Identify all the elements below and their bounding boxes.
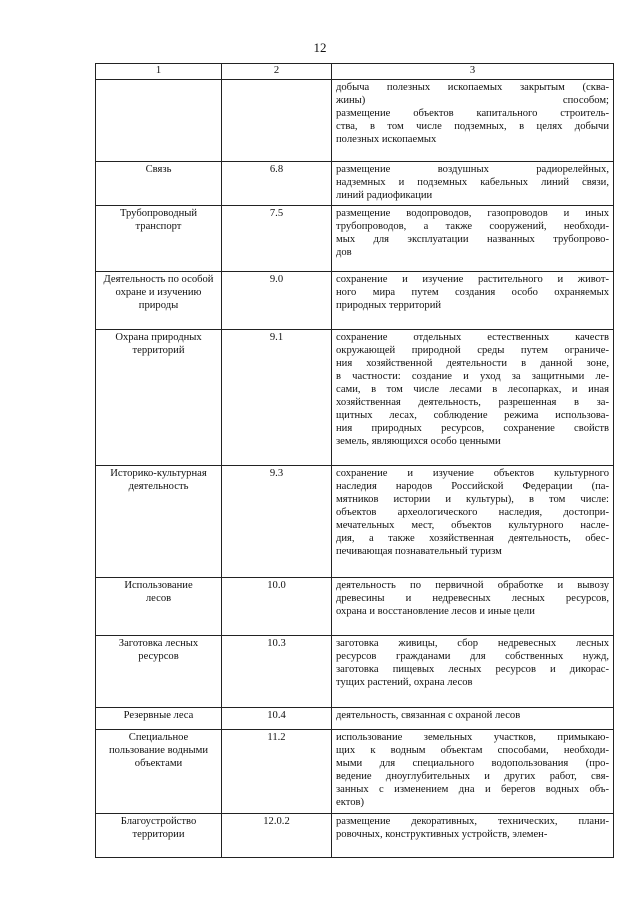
description-line: размещение воздушных радиорелейных, (336, 164, 609, 175)
description-line: мятников истории и культуры), в том числе: (336, 494, 609, 505)
description-line: окружающей природной среды путем ограниче- (336, 345, 609, 356)
land-use-description (332, 578, 614, 636)
table-row (96, 708, 614, 730)
description-line: ведение дноуглубительных и других работ, свя- (336, 771, 609, 782)
description-line: сохранение отдельных естественных качеств (336, 332, 609, 343)
description-line: щих к водным объектам способами, необходи- (336, 745, 609, 756)
description-line: природных территорий (336, 300, 442, 311)
land-use-name-text: Историко-культурная деятельность (110, 468, 207, 492)
description-line: добыча полезных ископаемых закрытым (сква- (336, 82, 609, 93)
table-row (96, 636, 614, 708)
land-use-table (95, 63, 614, 858)
description-line: щитных лесах, соблюдение режима использова- (336, 410, 609, 421)
land-use-name-text: Благоустройство территории (120, 816, 197, 840)
table-row (96, 814, 614, 858)
land-use-name-text: Трубопроводный транспорт (119, 208, 198, 232)
land-use-code: 12.0.2 (222, 814, 332, 858)
land-use-description (332, 730, 614, 814)
description-line: ресурсов гражданами для собственных нужд, (336, 651, 609, 662)
description-line: деятельность по первичной обработке и вывозу (336, 580, 609, 591)
table-row (96, 162, 614, 206)
description-line: жины) способом; (336, 95, 609, 106)
description-line: ровочных, конструктивных устройств, элемен- (336, 829, 548, 840)
table-row (96, 330, 614, 466)
land-use-name-text: Резервные леса (123, 710, 194, 721)
description-line: земель, являющихся особо ценными (336, 436, 501, 447)
description-line: ния хозяйственной деятельности в данной зоне, (336, 358, 609, 369)
land-use-name (96, 206, 222, 272)
description-line: полезных ископаемых (336, 134, 437, 145)
land-use-code: 11.2 (222, 730, 332, 814)
land-use-description (332, 466, 614, 578)
land-use-code (222, 80, 332, 162)
land-use-description (332, 206, 614, 272)
description-line: ного мира путем создания особо охраняемых (336, 287, 609, 298)
land-use-name (96, 578, 222, 636)
land-use-description (332, 814, 614, 858)
land-use-description (332, 272, 614, 330)
land-use-name (96, 730, 222, 814)
description-line: размещение объектов капитального строитель- (336, 108, 609, 119)
description-line: заготовка пищевых лесных ресурсов и дикорас- (336, 664, 609, 675)
land-use-name (96, 636, 222, 708)
table-row (96, 206, 614, 272)
land-use-name-text: Деятельность по особой охране и изучению природы (103, 274, 214, 311)
land-use-code: 9.1 (222, 330, 332, 466)
land-use-name (96, 708, 222, 730)
land-use-name-text: Охрана природных территорий (115, 332, 202, 356)
table-row (96, 272, 614, 330)
table-body (96, 80, 614, 858)
land-use-name-text: Связь (145, 164, 172, 175)
land-use-name (96, 330, 222, 466)
land-use-code: 9.0 (222, 272, 332, 330)
description-line: использование земельных участков, примыкаю- (336, 732, 609, 743)
description-line: размещение водопроводов, газопроводов и иных (336, 208, 609, 219)
description-line: сохранение и изучение объектов культурного (336, 468, 609, 479)
description-line: тущих растений, охрана лесов (336, 677, 473, 688)
land-use-code: 6.8 (222, 162, 332, 206)
land-use-name (96, 272, 222, 330)
land-use-name (96, 80, 222, 162)
description-line: дов (336, 247, 352, 258)
page-number: 12 (313, 40, 327, 55)
description-line: сами, в том числе лесами в лесопарках, и иная (336, 384, 609, 395)
table-row (96, 466, 614, 578)
land-use-name (96, 162, 222, 206)
land-use-name-text: Использование лесов (124, 580, 193, 604)
table-row (96, 730, 614, 814)
description-line: надземных и подземных кабельных линий связи, (336, 177, 609, 188)
table-row (96, 578, 614, 636)
description-line: сохранение и изучение растительного и живот- (336, 274, 609, 285)
description-line: мыми для специального водопользования (про- (336, 758, 609, 769)
land-use-description (332, 80, 614, 162)
land-use-name-text: Заготовка лесных ресурсов (118, 638, 199, 662)
land-use-code: 7.5 (222, 206, 332, 272)
header-col-3: 3 (332, 64, 614, 80)
description-line: мых для эксплуатации названных трубопрово- (336, 234, 609, 245)
description-line: печивающая познавательный туризм (336, 546, 502, 557)
land-use-code: 9.3 (222, 466, 332, 578)
description-line: ния природных ресурсов, сохранение свойств (336, 423, 609, 434)
description-line: трубопроводов, а также сооружений, необходи- (336, 221, 609, 232)
description-line: древесины и недревесных лесных ресурсов, (336, 593, 609, 604)
land-use-code: 10.0 (222, 578, 332, 636)
land-use-name-text: Специальное пользование водными объектами (108, 732, 209, 769)
description-line: ектов) (336, 797, 365, 808)
land-use-description (332, 708, 614, 730)
description-line: деятельность, связанная с охраной лесов (336, 710, 521, 721)
header-col-1: 1 (96, 64, 222, 80)
description-line: охрана и восстановление лесов и иные цели (336, 606, 535, 617)
table-header-row (96, 64, 614, 80)
description-line: заготовка живицы, сбор недревесных лесных (336, 638, 609, 649)
description-line: ства, в том числе подземных, в целях добычи (336, 121, 609, 132)
land-use-description (332, 636, 614, 708)
description-line: в частности: создание и уход за защитными ле- (336, 371, 609, 382)
land-use-code: 10.4 (222, 708, 332, 730)
description-line: мечательных мест, объектов культурного насле- (336, 520, 609, 531)
header-col-2: 2 (222, 64, 332, 80)
description-line: размещение декоративных, технических, плани- (336, 816, 609, 827)
description-line: объектов археологического наследия, достопри- (336, 507, 609, 518)
description-line: занных с изменением дна и берегов водных объ- (336, 784, 609, 795)
description-line: линий радиофикации (336, 190, 433, 201)
land-use-code: 10.3 (222, 636, 332, 708)
description-line: хозяйственная деятельность, разрешенная в за- (336, 397, 609, 408)
land-use-name (96, 814, 222, 858)
description-line: наследия народов Российской Федерации (па- (336, 481, 609, 492)
description-line: дия, а также хозяйственная деятельность, обес- (336, 533, 609, 544)
table-row (96, 80, 614, 162)
land-use-description (332, 162, 614, 206)
land-use-description (332, 330, 614, 466)
land-use-name (96, 466, 222, 578)
